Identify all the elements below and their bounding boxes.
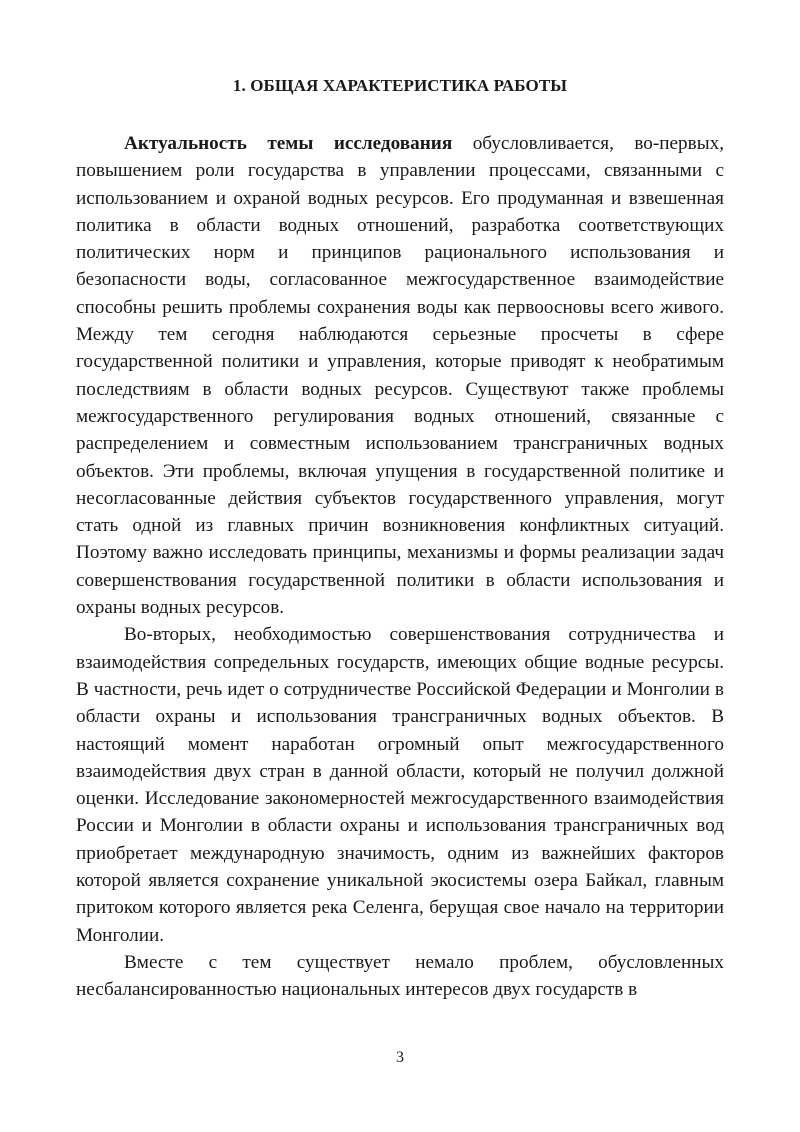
paragraph-problems bbox=[76, 949, 724, 1004]
section-heading: 1. ОБЩАЯ ХАРАКТЕРИСТИКА РАБОТЫ bbox=[232, 76, 568, 95]
paragraph-text: Во-вторых, необходимостью совершенствования сотрудничества и взаимодействия сопредельных государств, имеющих общие водные ресурсы. В частности, речь идет о сотрудничестве Российской Федерации и Монголии в области охраны и использования трансграничных водных объектов. В настоящий момент наработан огромный опыт межгосударственного взаимодействия двух стран в данной области, который не получил должной оценки. Исследование закономерностей межгосударственного взаимодействия России и Монголии в области охраны и использования трансграничных вод приобретает международную значимость, одним из важнейших факторов которой является сохранение уникальной экосистемы озера Байкал, главным притоком которого является река Селенга, берущая свое начало на территории Монголии. bbox=[76, 624, 724, 946]
paragraph-secondly bbox=[76, 621, 724, 949]
page-number: 3 bbox=[396, 1049, 404, 1066]
paragraph-text: обусловливается, во-первых, повышением роли государства в управлении процессами, связанными с использованием и охраной водных ресурсов. Его продуманная и взвешенная политика в области водных отношений, разработка соответствующих политических норм и принципов рационального использования и безопасности воды, согласованное межгосударственное взаимодействие способны решить проблемы сохранения воды как первоосновы всего живого. Между тем сегодня наблюдаются серьезные просчеты в сфере государственной политики и управления, которые приводят к необратимым последствиям в области водных ресурсов. Существуют также проблемы межгосударственного регулирования водных отношений, связанные с распределением и совместным использованием трансграничных водных объектов. Эти проблемы, включая упущения в государственной политике и несогласованные действия субъектов государственного управления, могут стать одной из главных причин возникновения конфликтных ситуаций. Поэтому важно исследовать принципы, механизмы и формы реализации задач совершенствования государственной политики в области использования и охраны водных ресурсов. bbox=[76, 133, 724, 619]
paragraph-text: Вместе с тем существует немало проблем, обусловленных несбалансированностью национальных интересов двух государств в bbox=[76, 951, 724, 1001]
paragraph-lead-bold: Актуальность темы исследования bbox=[124, 133, 453, 154]
document-body bbox=[76, 130, 724, 1004]
paragraph-relevance bbox=[76, 130, 724, 621]
